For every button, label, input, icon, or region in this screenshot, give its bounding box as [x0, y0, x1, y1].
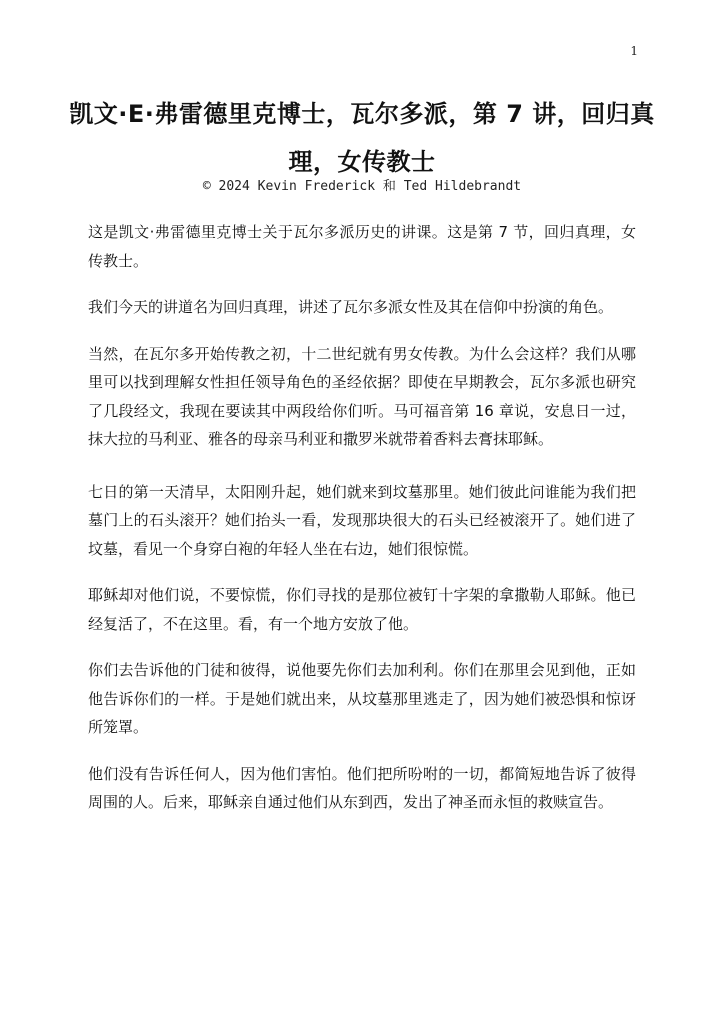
copyright-line: © 2024 Kevin Frederick 和 Ted Hildebrandt	[202, 179, 522, 194]
paragraph-first-day: 七日的第一天清早，太阳刚升起，她们就来到坟墓那里。她们彼此问谁能为我们把墓门上的石头滚开？她们抬头一看，发现那块很大的石头已经被滚开了。她们进了坟墓，看见一个身穿白袍的年轻人坐在右边，她们很惊慌。	[88, 482, 636, 558]
paragraph-sermon-title: 我们今天的讲道名为回归真理，讲述了瓦尔多派女性及其在信仰中扮演的角色。	[88, 298, 614, 316]
paragraph-early-preaching: 当然，在瓦尔多开始传教之初，十二世纪就有男女传教。为什么会这样？我们从哪里可以找到理解女性担任领导角色的圣经依据？即使在早期教会，瓦尔多派也研究了几段经文，我现在要读其中两段给你们听。马可福音第 16 章说，安息日一过，抹大拉的马利亚、雅各的母亲马利亚和撒罗米就带着香料去膏抹耶稣。	[88, 344, 636, 448]
page-title: 凯文·E·弗雷德里克博士，瓦尔多派，第 7 讲，回归真理，女传教士	[69, 100, 655, 176]
paragraph-told-no-one: 他们没有告诉任何人，因为他们害怕。他们把所吩咐的一切，都简短地告诉了彼得周围的人。后来，耶稣亲自通过他们从东到西，发出了神圣而永恒的救赎宣告。	[88, 764, 636, 811]
paragraph-go-tell: 你们去告诉他的门徒和彼得，说他要先你们去加利利。你们在那里会见到他，正如他告诉你们的一样。于是她们就出来，从坟墓那里逃走了，因为她们被恐惧和惊讶所笼罩。	[88, 661, 636, 736]
paragraph-do-not-be-alarmed: 耶稣却对他们说，不要惊慌，你们寻找的是那位被钉十字架的拿撒勒人耶稣。他已经复活了，不在这里。看，有一个地方安放了他。	[88, 586, 636, 633]
body-text	[88, 218, 636, 835]
page-number: 1	[630, 44, 638, 58]
paragraph-intro: 这是凯文·弗雷德里克博士关于瓦尔多派历史的讲课。这是第 7 节，回归真理，女传教士。	[88, 223, 636, 270]
